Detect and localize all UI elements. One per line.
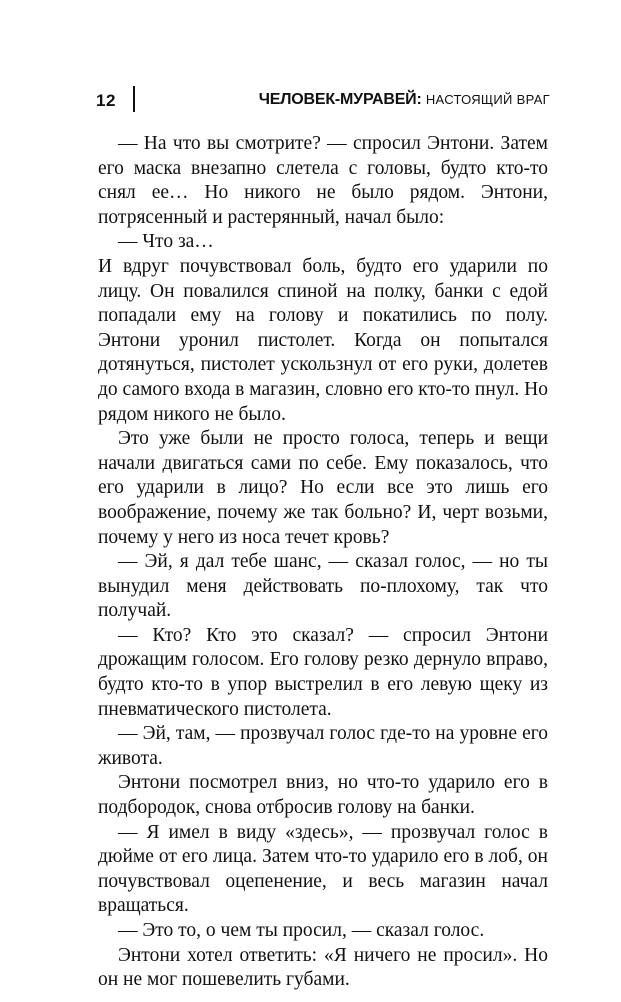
running-title-main: ЧЕЛОВЕК-МУРАВЕЙ: [258, 91, 417, 108]
paragraph: — Эй, я дал тебе шанс, — сказал голос, — но ты вынудил меня действовать по-плохому, так что получай.: [98, 551, 548, 622]
paragraph: — Я имел в виду «здесь», — прозвучал голос в дюйме от его лица. Затем что-то ударило его в лоб, он почувствовал оцепенение, и весь магазин начал вращаться.: [98, 821, 548, 917]
body-text: [98, 132, 548, 993]
page-header: [96, 90, 550, 114]
page-number: 12: [96, 91, 116, 110]
paragraph: Это уже были не просто голоса, теперь и вещи начали двигаться сами по себе. Ему показалось, что его ударили в лицо? Но если все это лишь его воображение, почему же так больно? И, черт возьми, почему у него из носа течет кровь?: [98, 428, 548, 548]
paragraph: — Кто? Кто это сказал? — спросил Энтони дрожащим голосом. Его голову резко дернуло вправо, будто кто-то в упор выстрелил в его левую щеку из пневматического пистолета.: [98, 624, 548, 720]
running-title: [259, 91, 550, 109]
paragraph: — На что вы смотрите? — спросил Энтони. Затем его маска внезапно слетела с головы, будто кто-то снял ее… Но никого не было рядом. Энтони, потрясенный и растерянный, начал было:: [98, 133, 548, 228]
paragraph: Энтони хотел ответить: «Я ничего не просил». Но он не мог пошевелить губами.: [98, 944, 548, 991]
paragraph: Энтони посмотрел вниз, но что-то ударило его в подбородок, снова отбросив голову на банки.: [98, 772, 548, 819]
paragraph: И вдруг почувствовал боль, будто его ударили по лицу. Он повалился спиной на полку, банки с едой попадали ему на голову и покатились по полу. Энтони уронил пистолет. Когда он попытался дотянуться, пистолет ускользнул от его руки, долетев до самого входа в магазин, словно его кто-то пнул. Но рядом никого не было.: [98, 255, 548, 425]
header-divider: [133, 86, 135, 112]
running-title-separator: :: [416, 91, 422, 108]
paragraph: — Эй, там, — прозвучал голос где-то на уровне его живота.: [98, 723, 548, 769]
paragraph: — Что за…: [118, 231, 214, 253]
paragraph: — Это то, о чем ты просил, — сказал голос.: [118, 920, 485, 941]
running-title-subtitle: НАСТОЯЩИЙ ВРАГ: [425, 92, 550, 107]
